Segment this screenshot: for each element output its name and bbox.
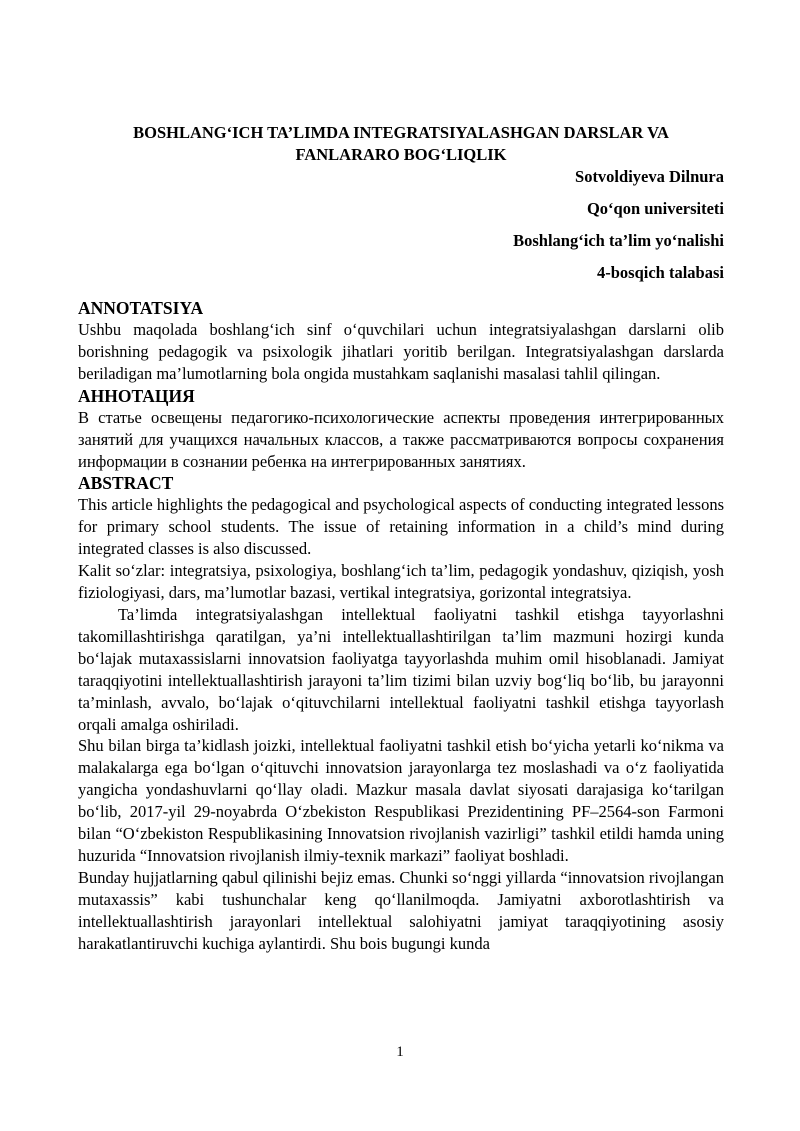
body-paragraph-3: Bunday hujjatlarning qabul qilinishi bejiz emas. Chunki so‘nggi yillarda “innovatsion rivojlangan mutaxassis” kabi tushunchalar keng qo‘llanilmoqda. Jamiyatni axborotlashtirish va intellektuallashtirish jarayonlari intellektual salohiyatni jamiyat taraqqiyotining asosiy harakatlantiruvchi kuchiga aylantirdi. Shu bois bugungi kunda <box>78 867 724 953</box>
page-number: 1 <box>396 1044 404 1060</box>
abstract-en-heading: ABSTRACT <box>78 473 174 494</box>
abstract-en-text: This article highlights the pedagogical and psychological aspects of conducting integrated lessons for primary school students. The issue of retaining information in a child’s mind during integrated classes is also discussed. <box>78 495 724 559</box>
keywords: Kalit so‘zlar: integratsiya, psixologiya, boshlang‘ich ta’lim, pedagogik yondashuv, qiziqish, yosh fiziologiyasi, dars, ma’lumotlar bazasi, vertikal integratsiya, gorizontal integratsiya. <box>78 561 724 603</box>
author-institution: Qo‘qon universiteti <box>586 199 724 218</box>
document-page <box>78 122 724 954</box>
author-block <box>78 166 724 284</box>
author-name: Sotvoldiyeva Dilnura <box>575 167 724 186</box>
title-line-2: FANLARARO BOG‘LIQLIK <box>295 145 507 164</box>
annotation-uz-text: Ushbu maqolada boshlang‘ich sinf o‘quvchilari uchun integratsiyalashgan darslarni olib borishning pedagogik va psixologik jihatlari yoritib berilgan. Integratsiyalashgan darslarda beriladigan ma’lumotlarning bola ongida mustahkam saqlanishi masalasi tahlil qilingan. <box>78 320 724 383</box>
author-status: 4-bosqich talabasi <box>597 263 724 282</box>
author-department: Boshlang‘ich ta’lim yo‘nalishi <box>513 231 724 250</box>
body-paragraph-2: Shu bilan birga ta’kidlash joizki, intellektual faoliyatni tashkil etish bo‘yicha yetarli ko‘nikma va malakalarga ega bo‘lgan o‘qituvchi innovatsion jarayonlarga tez moslashadi va o‘z faoliyatida yangicha yondashuvlarni qo‘llay oladi. Mazkur masala davlat siyosati darajasiga ko‘tarilgan bo‘lib, 2017-yil 29-noyabrda O‘zbekiston Respublikasi Prezidentining PF–2564-son Farmoni bilan “O‘zbekiston Respublikasining Innovatsion rivojlanish vazirligi” tashkil etildi hamda uning huzurida “Innovatsion rivojlanish ilmiy-texnik markazi” faoliyat boshladi. <box>78 736 724 865</box>
title-line-1: BOSHLANG‘ICH TA’LIMDA INTEGRATSIYALASHGAN DARSLAR VA <box>133 123 669 142</box>
body-paragraph-1: Ta’limda integratsiyalashgan intellektual faoliyatni tashkil etishga tayyorlashni takomillashtirishga qaratilgan, ya’ni intellektuallashtirilgan ta’lim mazmuni hozirgi kunda bo‘lajak mutaxassislarni innovatsion faoliyatga tayyorlashda muhim omil hisoblanadi. Jamiyat taraqqiyotini intellektuallashtirish jarayoni ta’lim tizimi bilan uzviy bog‘liq bo‘lib, bu jarayonni ta’minlash, avvalo, bo‘lajak o‘qituvchilarni intellektual faoliyatni tashkil etishga tayyorlash orqali amalga oshiriladi. <box>78 604 724 734</box>
annotation-ru-text: В статье освещены педагогико-психологические аспекты проведения интегрированных занятий для учащихся начальных классов, а также рассматриваются вопросы сохранения информации в сознании ребенка на интегрированных занятиях. <box>78 407 724 471</box>
annotation-ru-heading: АННОТАЦИЯ <box>78 385 195 406</box>
paper-title <box>78 122 724 166</box>
annotation-uz-heading: ANNOTATSIYA <box>78 298 204 318</box>
